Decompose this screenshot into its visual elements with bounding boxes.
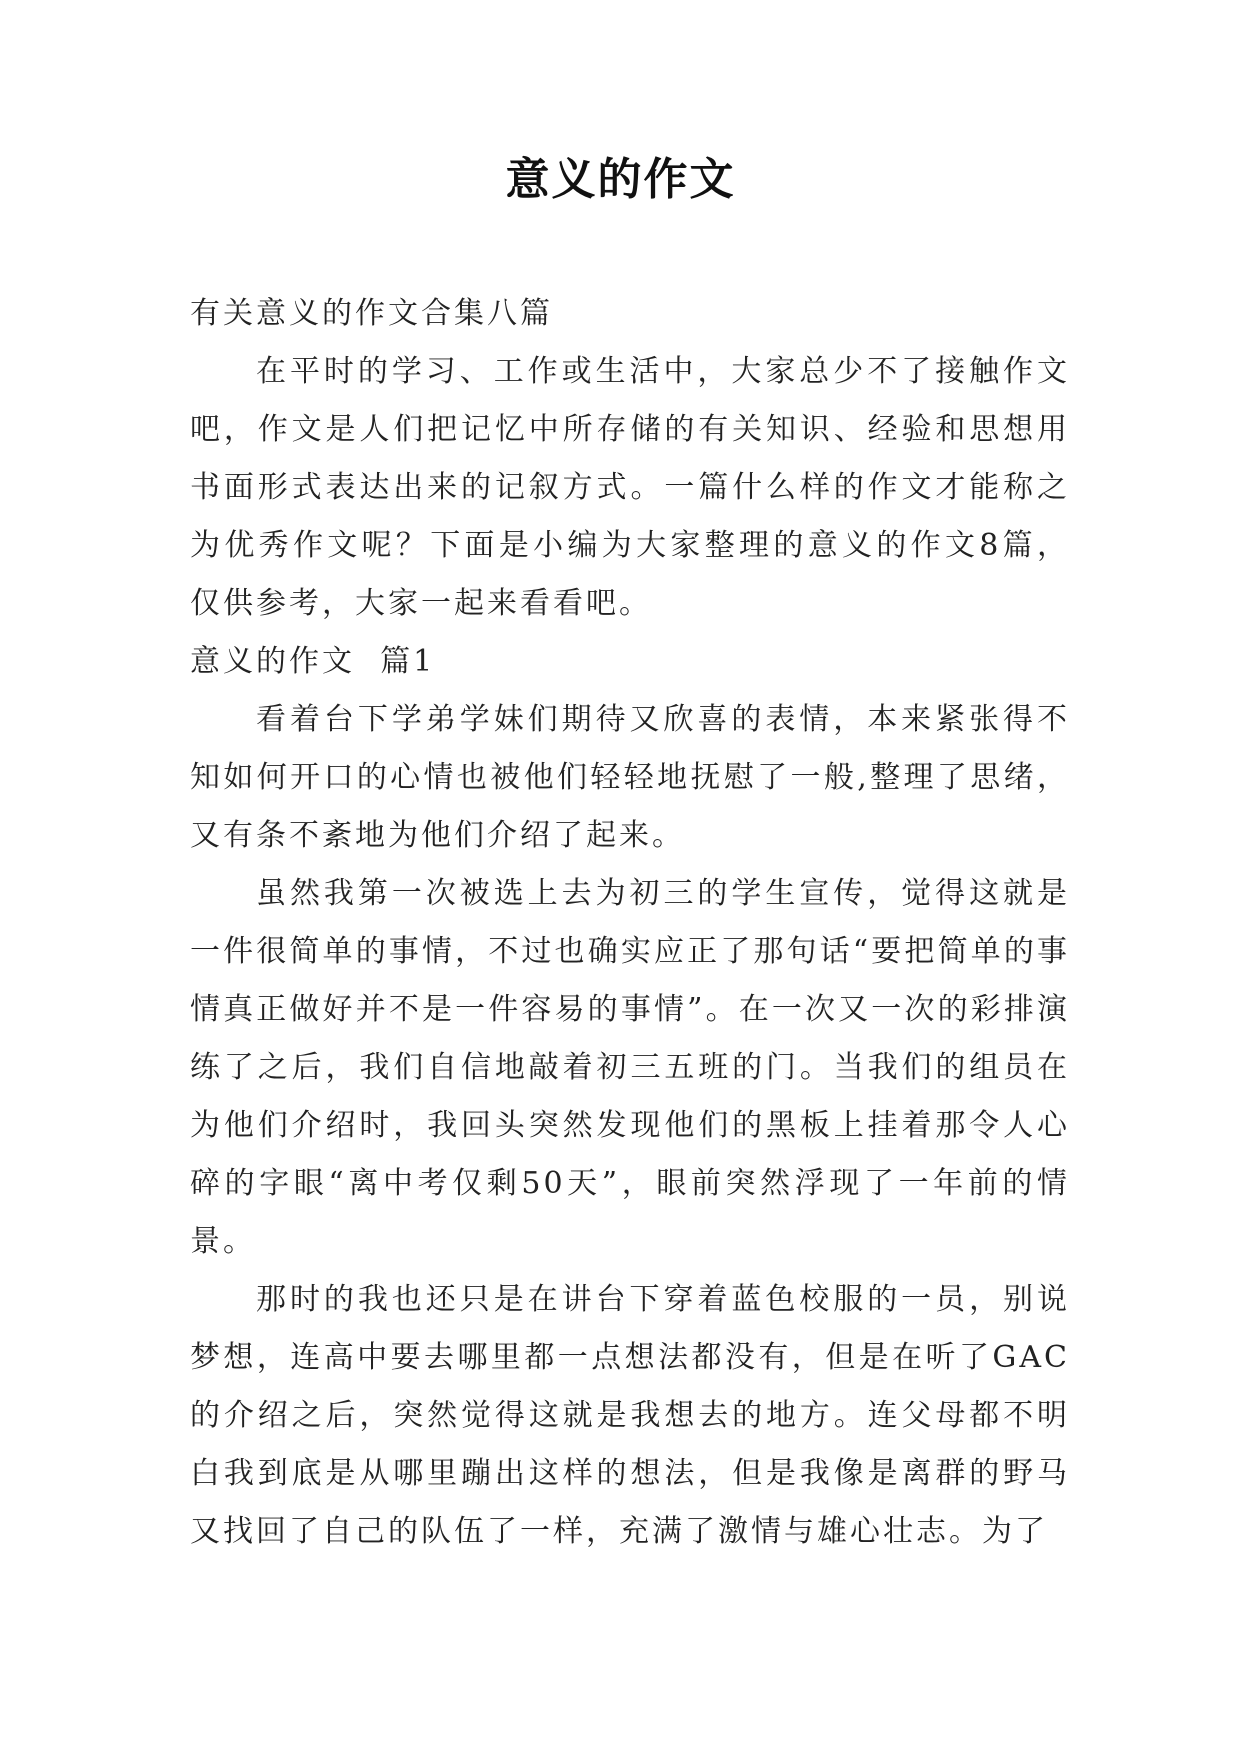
body-paragraph: 看着台下学弟学妹们期待又欣喜的表情，本来紧张得不知如何开口的心情也被他们轻轻地抚慰了一般,整理了思绪，又有条不紊地为他们介绍了起来。 bbox=[190, 702, 1070, 853]
document-body bbox=[190, 285, 1070, 1561]
body-paragraph: 那时的我也还只是在讲台下穿着蓝色校服的一员，别说梦想，连高中要去哪里都一点想法都没有，但是在听了GAC的介绍之后，突然觉得这就是我想去的地方。连父母都不明白我到底是从哪里蹦出这样的想法，但是我像是离群的野马又找回了自己的队伍了一样，充满了激情与雄心壮志。为了 bbox=[190, 1282, 1070, 1549]
section-heading: 意义的作文 篇1 bbox=[190, 644, 436, 679]
intro-paragraph: 在平时的学习、工作或生活中，大家总少不了接触作文吧，作文是人们把记忆中所存储的有关知识、经验和思想用书面形式表达出来的记叙方式。一篇什么样的作文才能称之为优秀作文呢？下面是小编为大家整理的意义的作文8篇，仅供参考，大家一起来看看吧。 bbox=[190, 354, 1070, 621]
document-subtitle: 有关意义的作文合集八篇 bbox=[190, 296, 553, 331]
document-title: 意义的作文 bbox=[505, 154, 736, 205]
body-paragraph: 虽然我第一次被选上去为初三的学生宣传，觉得这就是一件很简单的事情，不过也确实应正了那句话“要把简单的事情真正做好并不是一件容易的事情”。在一次又一次的彩排演练了之后，我们自信地敲着初三五班的门。当我们的组员在为他们介绍时，我回头突然发现他们的黑板上挂着那令人心碎的字眼“离中考仅剩50天”，眼前突然浮现了一年前的情景。 bbox=[190, 876, 1070, 1259]
